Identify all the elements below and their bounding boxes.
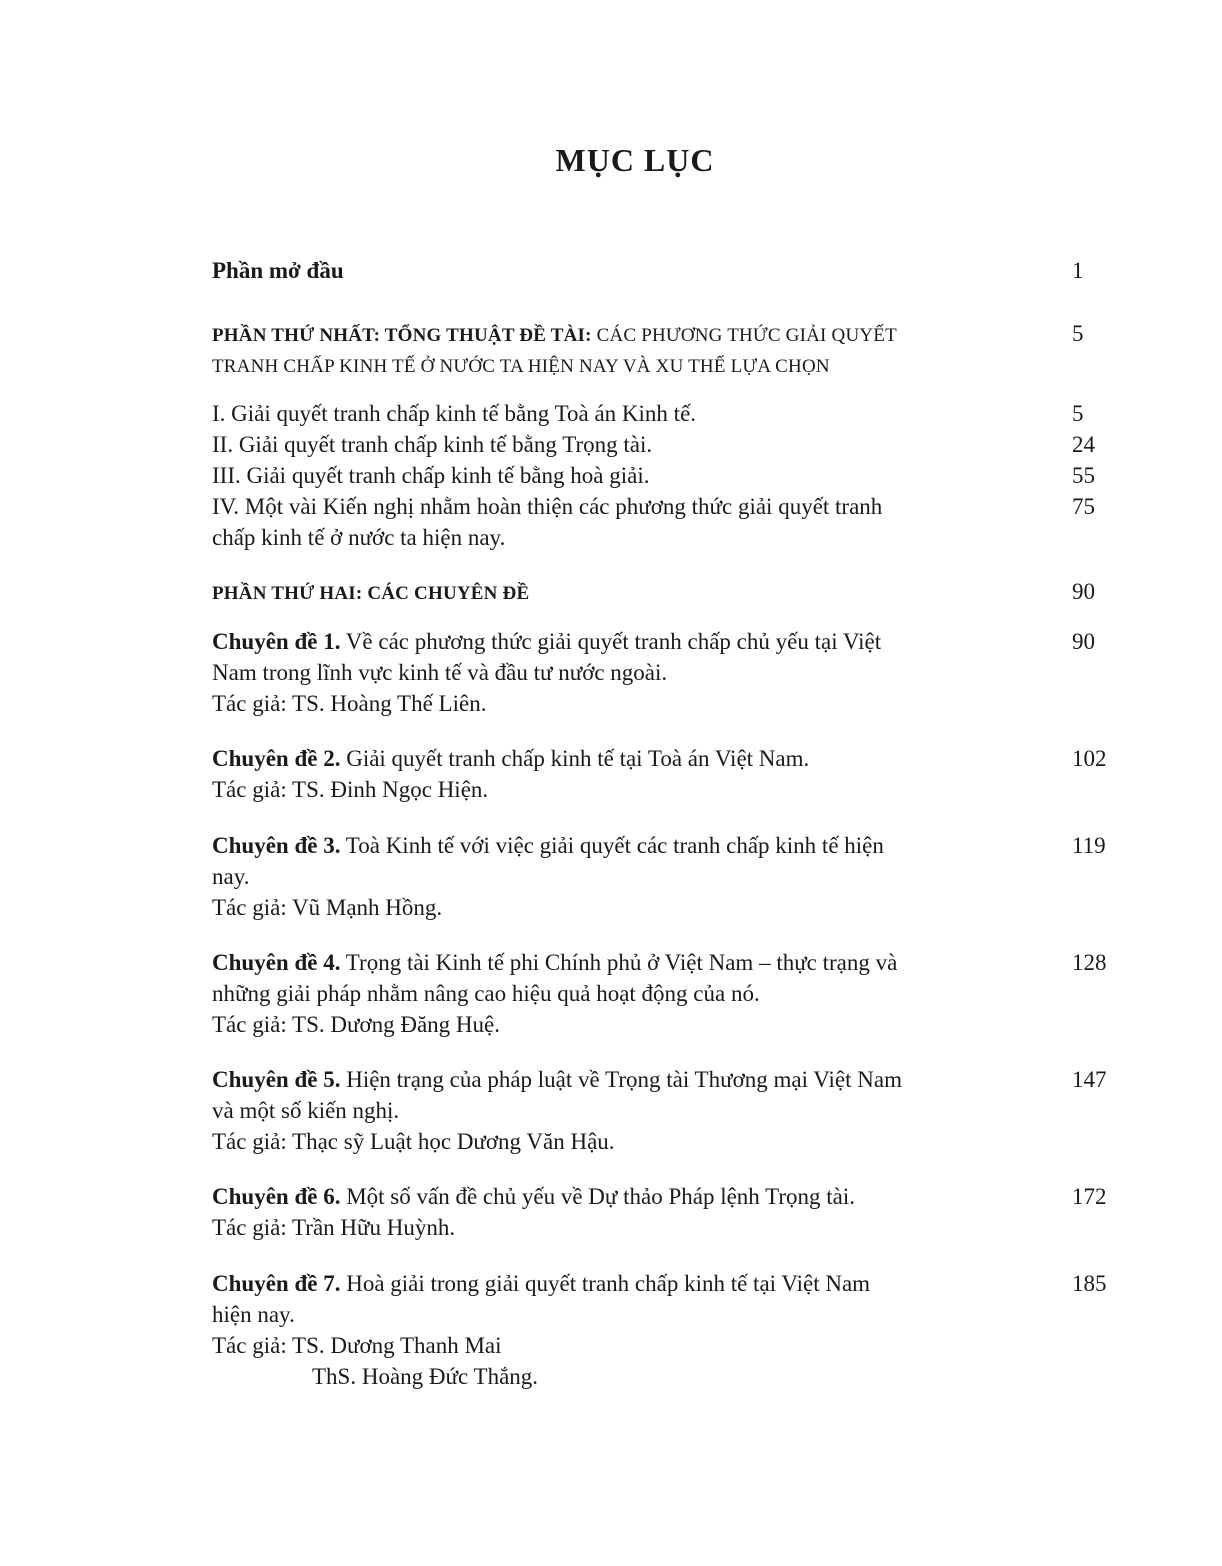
page-number: 102 (1072, 746, 1107, 771)
toc-entry-sec3 (212, 460, 1052, 491)
toc-entry-topic5 (212, 1064, 1052, 1157)
toc-entry-sec2 (212, 429, 1052, 460)
topic-title: Toà Kinh tế với việc giải quyết các tranh chấp kinh tế hiện (340, 833, 884, 858)
topic-author: Tác giả: TS. Hoàng Thế Liên. (212, 691, 487, 716)
page-number: 172 (1072, 1184, 1107, 1209)
page-number: 128 (1072, 950, 1107, 975)
entry-line: và một số kiến nghị. (212, 1098, 400, 1123)
toc-entry-topic3 (212, 830, 1052, 923)
entry-line: Nam trong lĩnh vực kinh tế và đầu tư nước ngoài. (212, 660, 668, 685)
topic-title: Hoà giải trong giải quyết tranh chấp kinh tế tại Việt Nam (340, 1271, 871, 1296)
entry-line: chấp kinh tế ở nước ta hiện nay. (212, 525, 506, 550)
page-number: 147 (1072, 1067, 1107, 1092)
entry-line: I. Giải quyết tranh chấp kinh tế bằng Toà án Kinh tế. (212, 401, 697, 426)
toc-entry-intro (212, 255, 1052, 286)
topic-author: Tác giả: TS. Đinh Ngọc Hiện. (212, 777, 489, 802)
page-number: 5 (1072, 401, 1084, 426)
toc-entry-topic4 (212, 947, 1052, 1040)
toc-entry-sec4 (212, 491, 1052, 553)
entry-line: TRANH CHẤP KINH TẾ Ở NƯỚC TA HIỆN NAY VÀ XU THẾ LỰA CHỌN (212, 356, 830, 377)
entry-line: hiện nay. (212, 1302, 295, 1327)
topic-title: Hiện trạng của pháp luật về Trọng tài Thương mại Việt Nam (340, 1067, 902, 1092)
entry-label: Phần mở đầu (212, 258, 344, 283)
toc-entry-topic7 (212, 1268, 1052, 1392)
entry-heading: PHẦN THỨ NHẤT: TỔNG THUẬT ĐỀ TÀI: (212, 325, 592, 346)
page-number: 90 (1072, 629, 1095, 654)
page-number: 119 (1072, 833, 1106, 858)
toc-entry-part1 (212, 320, 1052, 382)
topic-title: Một số vấn đề chủ yếu về Dự thảo Pháp lệnh Trọng tài. (340, 1184, 856, 1209)
topic-label: Chuyên đề 7. (212, 1271, 341, 1296)
entry-line: những giải pháp nhằm nâng cao hiệu quả hoạt động của nó. (212, 981, 760, 1006)
entry-line: nay. (212, 864, 250, 889)
entry-line: III. Giải quyết tranh chấp kinh tế bằng hoà giải. (212, 463, 650, 488)
entry-line: IV. Một vài Kiến nghị nhằm hoàn thiện các phương thức giải quyết tranh (212, 494, 883, 519)
toc-entry-part2 (212, 578, 1052, 609)
toc-entry-topic2 (212, 743, 1052, 805)
page-number: 55 (1072, 463, 1095, 488)
topic-author: Tác giả: TS. Dương Đăng Huệ. (212, 1012, 501, 1037)
topic-label: Chuyên đề 3. (212, 833, 341, 858)
topic-label: Chuyên đề 6. (212, 1184, 341, 1209)
topic-author: Tác giả: Trần Hữu Huỳnh. (212, 1215, 456, 1240)
topic-label: Chuyên đề 4. (212, 950, 341, 975)
entry-heading: PHẦN THỨ HAI: CÁC CHUYÊN ĐỀ (212, 583, 530, 604)
topic-author: ThS. Hoàng Đức Thắng. (312, 1364, 539, 1389)
topic-label: Chuyên đề 5. (212, 1067, 341, 1092)
page-title: MỤC LỤC (555, 142, 715, 178)
page-number: 5 (1072, 321, 1084, 346)
topic-label: Chuyên đề 1. (212, 629, 341, 654)
topic-title: Về các phương thức giải quyết tranh chấp chủ yếu tại Việt (340, 629, 882, 654)
toc-entry-topic1 (212, 626, 1052, 719)
entry-line: II. Giải quyết tranh chấp kinh tế bằng Trọng tài. (212, 432, 653, 457)
toc-entry-topic6 (212, 1181, 1052, 1243)
page-number: 75 (1072, 494, 1095, 519)
page-number: 185 (1072, 1271, 1107, 1296)
topic-author: Tác giả: Thạc sỹ Luật học Dương Văn Hậu. (212, 1129, 615, 1154)
topic-author: Tác giả: Vũ Mạnh Hồng. (212, 895, 443, 920)
toc-entry-sec1 (212, 398, 1052, 429)
topic-title: Trọng tài Kinh tế phi Chính phủ ở Việt Nam – thực trạng và (340, 950, 898, 975)
topic-title: Giải quyết tranh chấp kinh tế tại Toà án Việt Nam. (340, 746, 810, 771)
topic-label: Chuyên đề 2. (212, 746, 341, 771)
topic-author: Tác giả: TS. Dương Thanh Mai (212, 1333, 502, 1358)
page-number: 24 (1072, 432, 1095, 457)
page-number: 90 (1072, 579, 1095, 604)
page-number: 1 (1072, 258, 1084, 283)
entry-heading-rest: CÁC PHƯƠNG THỨC GIẢI QUYẾT (591, 325, 897, 346)
